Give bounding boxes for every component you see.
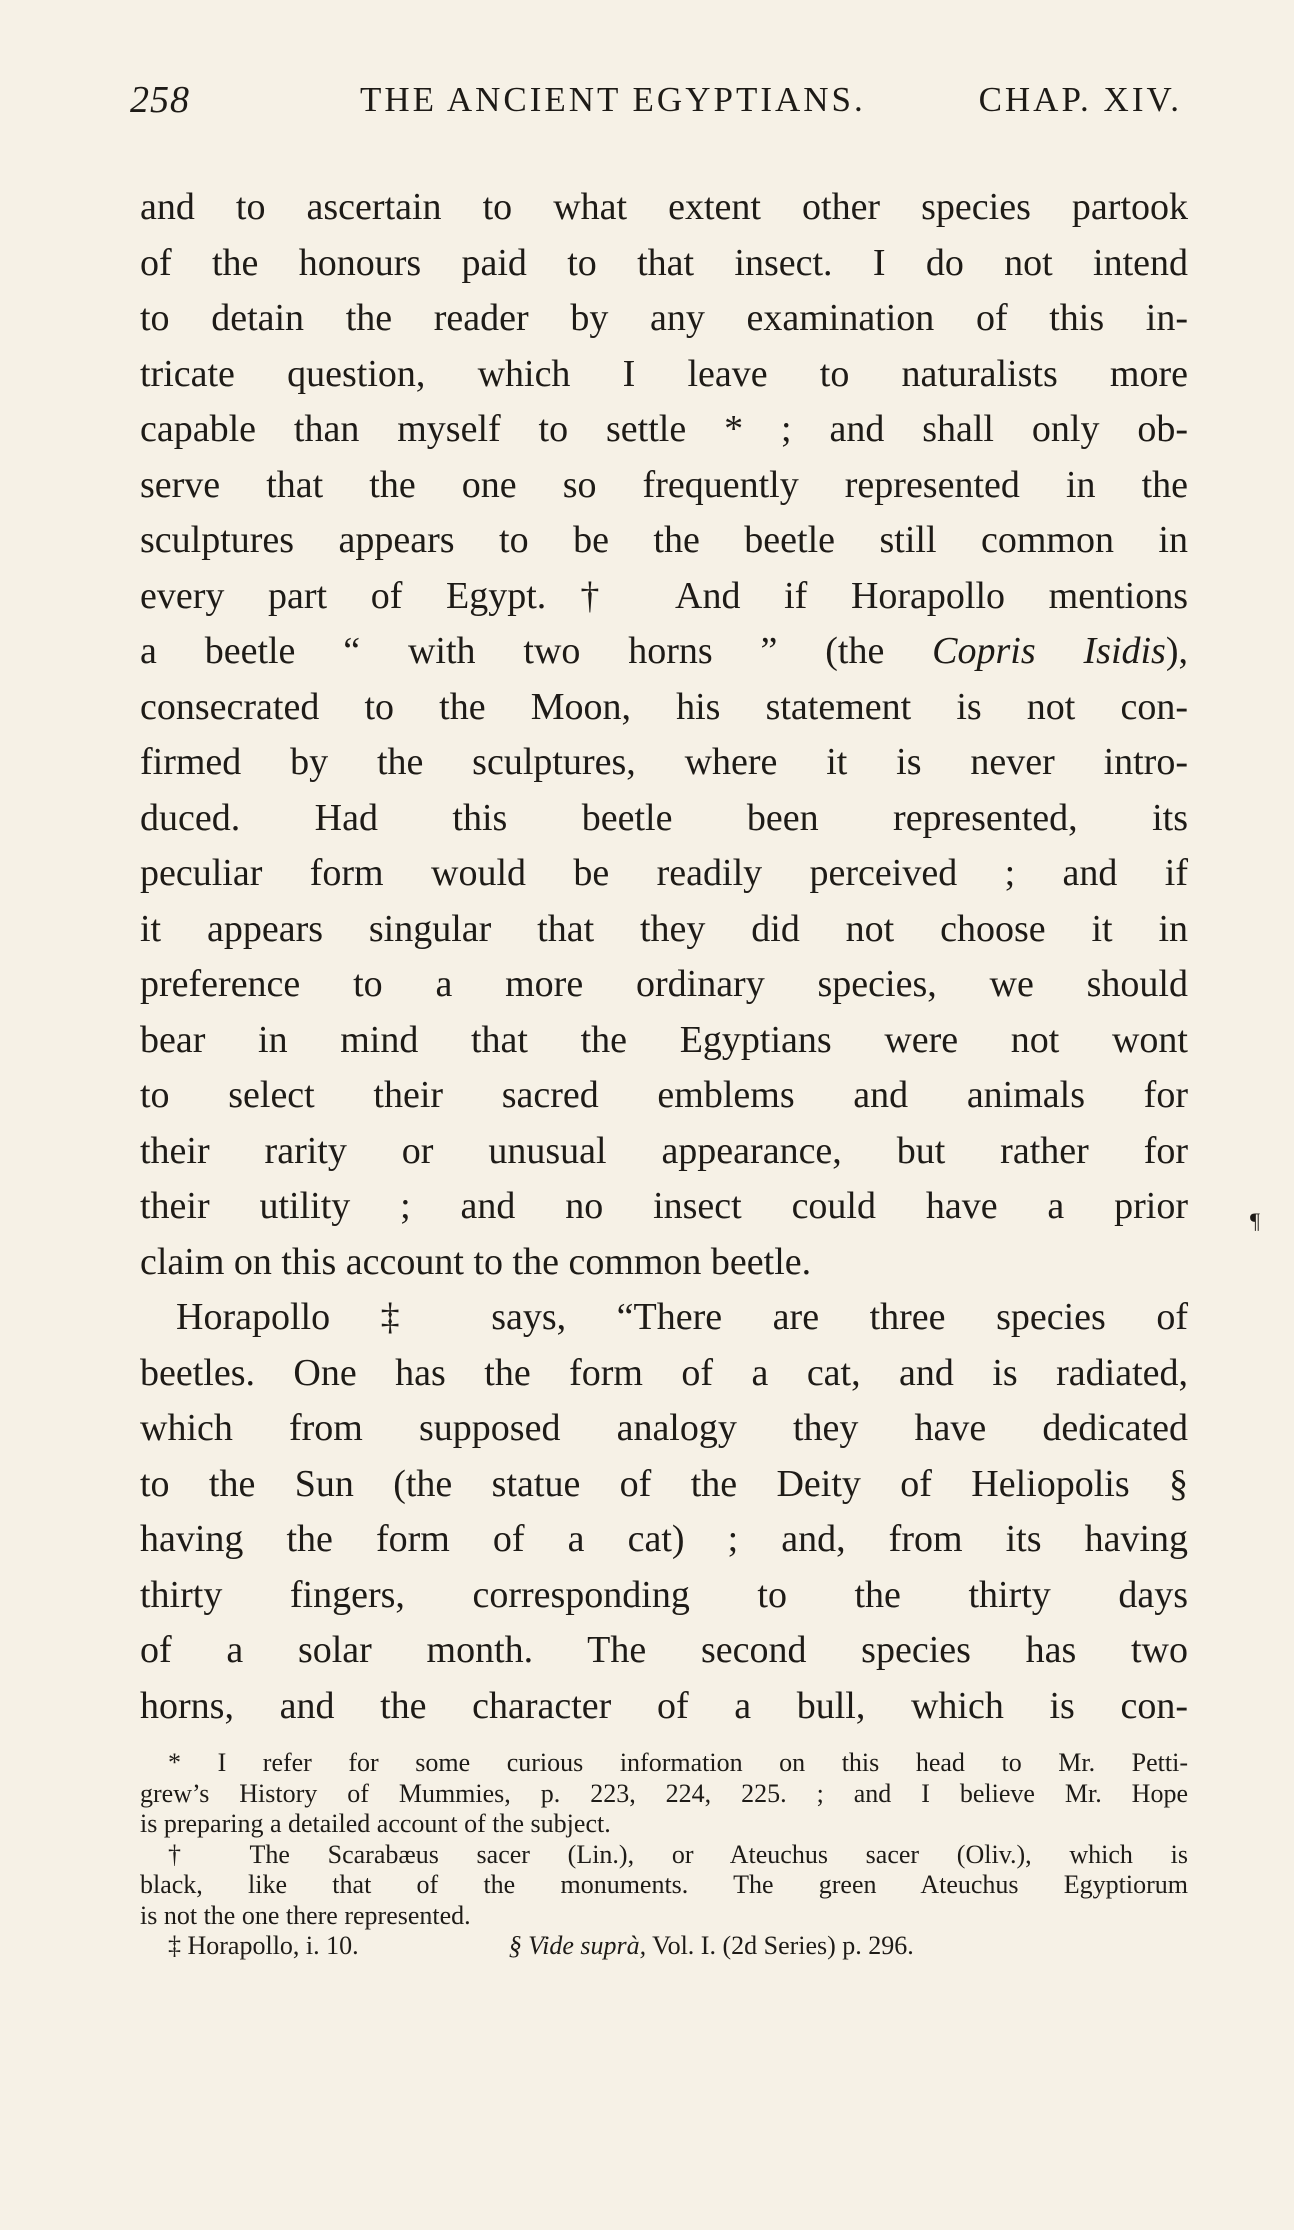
footnote-line: is not the one there represented. (140, 1900, 471, 1930)
footnote-citation: ‡ Horapollo, i. 10. (168, 1931, 359, 1960)
text-line: beetles. One has the form of a cat, and is radiated, (140, 1351, 1188, 1394)
text-line: duced. Had this beetle been represented, its (140, 796, 1188, 839)
text-segment: a beetle “ with two horns ” (the (140, 630, 933, 672)
margin-mark: ¶ (1250, 1208, 1260, 1233)
footnote-line: black, like that of the monuments. The green Ateuchus Egyptiorum (140, 1870, 1188, 1899)
text-line: tricate question, which I leave to naturalists more (140, 352, 1188, 395)
chapter-label: CHAP. XIV. (978, 80, 1182, 119)
text-line: to select their sacred emblems and animals for (140, 1074, 1188, 1116)
page-number: 258 (130, 79, 190, 121)
footnote-citation: Vol. I. (2d Series) p. 296. (646, 1931, 914, 1960)
text-line: bear in mind that the Egyptians were not wont (140, 1018, 1188, 1061)
text-line: to detain the reader by any examination of this in- (140, 297, 1188, 339)
text-line: and to ascertain to what extent other species partook (140, 186, 1188, 228)
footnote-italic: § Vide suprà, (508, 1931, 647, 1960)
text-line: to the Sun (the statue of the Deity of Heliopolis § (140, 1462, 1188, 1505)
text-line: having the form of a cat) ; and, from its having (140, 1518, 1188, 1560)
paragraph-first-line: Horapollo ‡ says, “There are three species of (176, 1296, 1188, 1338)
footnote-line (140, 1931, 1188, 1962)
footnotes (140, 1748, 1188, 1962)
text-line: of the honours paid to that insect. I do not intend (140, 241, 1188, 284)
running-title: THE ANCIENT EGYPTIANS. (360, 80, 866, 119)
text-line: consecrated to the Moon, his statement is not con- (140, 685, 1188, 728)
text-segment: ), (1165, 630, 1189, 672)
text-line: preference to a more ordinary species, we should (140, 963, 1188, 1005)
text-line: sculptures appears to be the beetle still common in (140, 519, 1188, 561)
text-line: every part of Egypt.† And if Horapollo mentions (140, 574, 1188, 617)
text-line: claim on this account to the common beetle. (140, 1240, 812, 1283)
text-line: of a solar month. The second species has two (140, 1629, 1188, 1671)
text-line: firmed by the sculptures, where it is never intro- (140, 741, 1188, 783)
text-line: their utility ; and no insect could have a prior (140, 1185, 1188, 1227)
text-line: serve that the one so frequently represented in the (140, 463, 1188, 506)
page-header (130, 78, 1182, 126)
footnote-line: is preparing a detailed account of the subject. (140, 1809, 611, 1838)
italic-term: Copris Isidis (932, 630, 1166, 672)
text-line: horns, and the character of a bull, which is con- (140, 1684, 1188, 1727)
footnote-line: grew’s History of Mummies, p. 223, 224, 225. ; and I believe Mr. Hope (140, 1778, 1188, 1808)
text-line: peculiar form would be readily perceived ; and if (140, 852, 1188, 894)
text-line: it appears singular that they did not choose it in (140, 907, 1188, 950)
text-line: their rarity or unusual appearance, but rather for (140, 1129, 1188, 1172)
text-line: which from supposed analogy they have dedicated (140, 1407, 1188, 1449)
footnote-line: † The Scarabæus sacer (Lin.), or Ateuchus sacer (Oliv.), which is (168, 1839, 1188, 1869)
text-line: thirty fingers, corresponding to the thirty days (140, 1573, 1188, 1616)
footnote-line: * I refer for some curious information on this head to Mr. Petti- (168, 1748, 1188, 1777)
text-line (140, 624, 1188, 680)
body-text (140, 180, 1188, 1734)
text-line: capable than myself to settle * ; and shall only ob- (140, 408, 1188, 450)
